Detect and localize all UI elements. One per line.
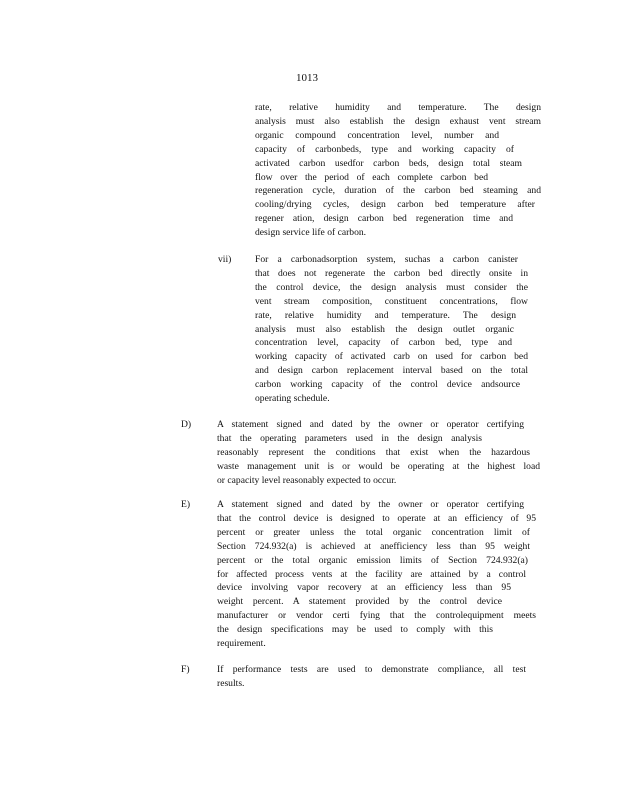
text-line: flow over the period of each complete carbon bed [255, 171, 488, 183]
text-line: manufacturer or vendor certi fying that the controlequipment meets [217, 610, 536, 622]
text-line: Section 724.932(a) is achieved at anefficiency less than 95 weight [217, 540, 530, 552]
text-line: that the control device is designed to operate at an efficiency of 95 [217, 512, 536, 524]
text-line: working capacity of activated carb on used for carbon bed [255, 351, 528, 363]
text-line: percent or greater unless the total organic concentration limit of [217, 526, 530, 538]
text-line: percent or the total organic emission limits of Section 724.932(a) [217, 554, 528, 566]
page-number: 1013 [296, 72, 318, 84]
text-line: For a carbonadsorption system, suchas a carbon canister [255, 254, 518, 265]
text-line: for affected process vents at the facility are attained by a control [217, 568, 526, 580]
text-line: analysis must also establish the design outlet organic [255, 323, 514, 335]
list-marker-vii: vii) [218, 254, 232, 265]
text-line: capacity of carbonbeds, type and working capacity of [255, 143, 514, 155]
text-line: reasonably represent the conditions that exist when the hazardous [217, 446, 530, 458]
list-item-e [217, 498, 536, 651]
text-line: activated carbon usedfor carbon beds, design total steam [255, 157, 522, 169]
text-line: A statement signed and dated by the owner or operator certifying [217, 499, 524, 510]
list-marker-f: F) [181, 664, 190, 675]
text-line: device involving vapor recovery at an efficiency less than 95 [217, 582, 511, 594]
text-line: design service life of carbon. [255, 227, 367, 239]
text-line: and design carbon replacement interval based on the total [255, 365, 528, 377]
text-line: concentration level, capacity of carbon bed, type and [255, 337, 512, 349]
list-marker-d: D) [181, 419, 192, 430]
text-line: carbon working capacity of the control device andsource [255, 379, 520, 391]
text-line: results. [217, 677, 245, 689]
text-line: that does not regenerate the carbon bed directly onsite in [255, 267, 528, 279]
text-line: A statement signed and dated by the owner or operator certifying [217, 419, 524, 430]
text-line: analysis must also establish the design exhaust vent stream [255, 115, 541, 127]
text-line: regeneration cycle, duration of the carbon bed steaming and [255, 185, 541, 197]
text-line: rate, relative humidity and temperature. The design [255, 102, 541, 113]
text-line: cooling/drying cycles, design carbon bed temperature after [255, 199, 535, 211]
text-line: rate, relative humidity and temperature. The design [255, 309, 516, 321]
list-item-d [217, 418, 540, 488]
text-line: organic compound concentration level, number and [255, 129, 499, 141]
text-line: that the operating parameters used in the design analysis [217, 432, 482, 444]
text-line: If performance tests are used to demonstrate compliance, all test [217, 664, 526, 675]
text-line: regener ation, design carbon bed regeneration time and [255, 213, 513, 225]
text-line: or capacity level reasonably expected to occur. [217, 474, 397, 486]
text-line: operating schedule. [255, 393, 330, 405]
text-line: the design specifications may be used to comply with this [217, 624, 493, 636]
text-line: waste management unit is or would be operating at the highest load [217, 460, 540, 472]
text-line: requirement. [217, 638, 266, 650]
text-line: the control device, the design analysis must consider the [255, 281, 528, 293]
text-line: weight percent. A statement provided by the control device [217, 596, 502, 608]
text-line: vent stream composition, constituent concentrations, flow [255, 295, 528, 307]
paragraph-continuation [255, 101, 541, 240]
list-item-f [217, 663, 526, 691]
list-marker-e: E) [181, 499, 191, 510]
list-item-vii [255, 253, 528, 406]
